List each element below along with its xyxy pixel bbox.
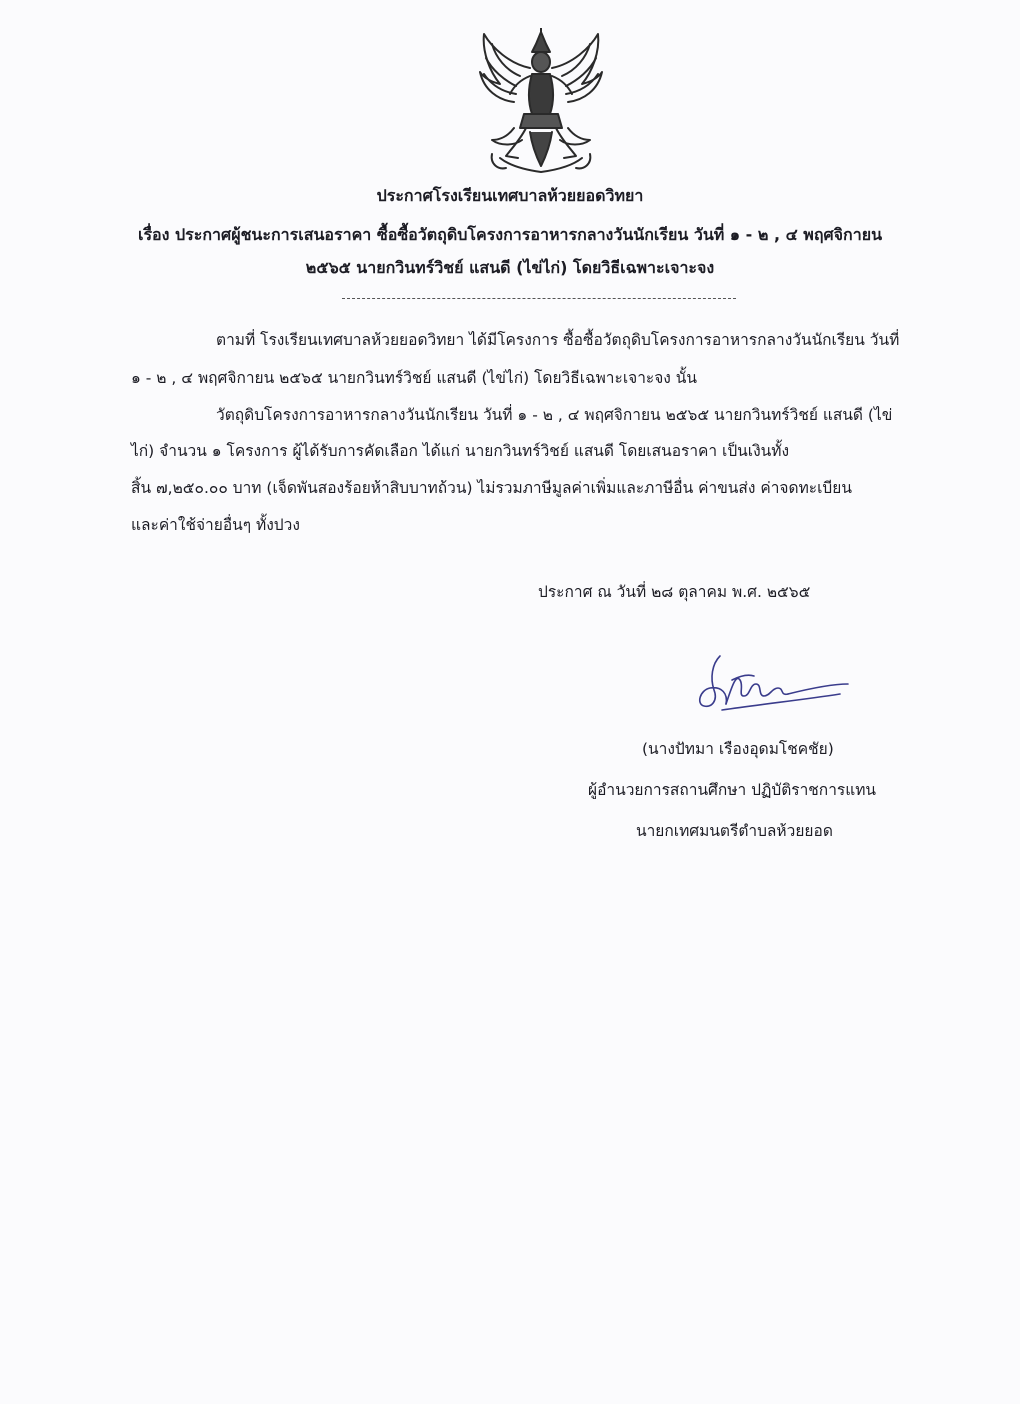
- handwritten-signature-icon: [692, 650, 862, 740]
- subject-line-2: ๒๕๖๕ นายกวินทร์วิชย์ แสนดี (ไข่ไก่) โดยวิธีเฉพาะเจาะจง: [305, 258, 715, 277]
- paragraph-1-line-1: ตามที่ โรงเรียนเทศบาลห้วยยอดวิทยา ได้มีโครงการ ซื้อซื้อวัตถุดิบโครงการอาหารกลางวันนักเรียน วันที่: [216, 331, 900, 349]
- announcement-title: ประกาศโรงเรียนเทศบาลห้วยยอดวิทยา: [376, 186, 644, 205]
- title-divider: [342, 298, 736, 299]
- signatory-position-1: ผู้อำนวยการสถานศึกษา ปฏิบัติราชการแทน: [588, 781, 877, 799]
- paragraph-1-line-2: ๑ - ๒ , ๔ พฤศจิกายน ๒๕๖๕ นายกวินทร์วิชย์ แสนดี (ไข่ไก่) โดยวิธีเฉพาะเจาะจง นั้น: [131, 369, 697, 387]
- signatory-name: (นางปัทมา เรืองอุดมโชคชัย): [642, 740, 834, 758]
- paragraph-2-line-4: และค่าใช้จ่ายอื่นๆ ทั้งปวง: [131, 516, 300, 534]
- garuda-emblem-icon: [470, 28, 612, 176]
- paragraph-2-line-2: ไก่) จำนวน ๑ โครงการ ผู้ได้รับการคัดเลือก ได้แก่ นายกวินทร์วิชย์ แสนดี โดยเสนอราคา เป็นเงินทั้ง: [131, 442, 790, 460]
- subject-line-1: เรื่อง ประกาศผู้ชนะการเสนอราคา ซื้อซื้อวัตถุดิบโครงการอาหารกลางวันนักเรียน วันที่ ๑ - ๒ , ๔ พฤศจิกายน: [137, 225, 883, 244]
- paragraph-2-line-3: สิ้น ๗,๒๕๐.๐๐ บาท (เจ็ดพันสองร้อยห้าสิบบาทถ้วน) ไม่รวมภาษีมูลค่าเพิ่มและภาษีอื่น ค่าขนส่ง ค่าจดทะเบียน: [131, 479, 852, 497]
- announcement-date: ประกาศ ณ วันที่ ๒๘ ตุลาคม พ.ศ. ๒๕๖๕: [538, 583, 811, 601]
- signatory-position-2: นายกเทศมนตรีตำบลห้วยยอด: [636, 822, 833, 840]
- paragraph-2-line-1: วัตถุดิบโครงการอาหารกลางวันนักเรียน วันที่ ๑ - ๒ , ๔ พฤศจิกายน ๒๕๖๕ นายกวินทร์วิชย์ แสนดี (ไข่: [216, 406, 893, 424]
